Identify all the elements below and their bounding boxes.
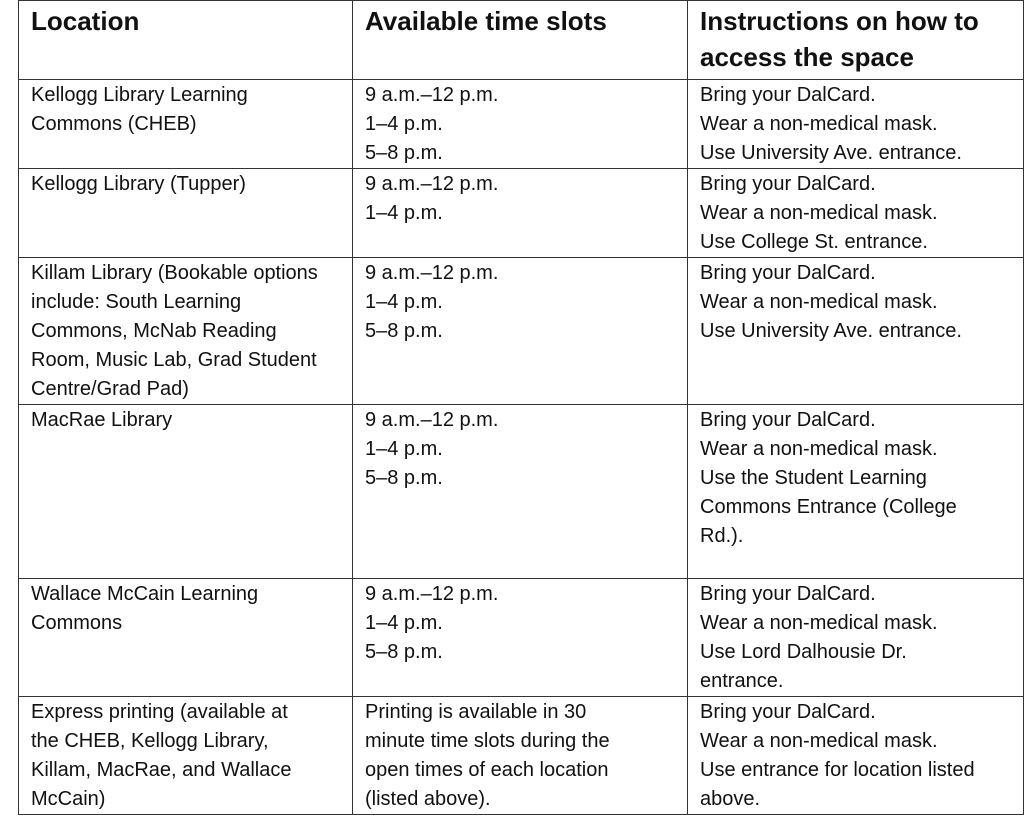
time-slot: 1–4 p.m. xyxy=(365,202,443,224)
cell-time-slots xyxy=(353,80,688,169)
instruction-line: Wear a non-medical mask. xyxy=(700,730,938,752)
table-row xyxy=(19,169,1024,258)
instruction-line: Rd.). xyxy=(700,525,744,547)
cell-location xyxy=(19,258,353,405)
location-line: MacRae Library xyxy=(31,409,173,431)
time-slot: minute time slots during the xyxy=(365,730,610,752)
instruction-line: Wear a non-medical mask. xyxy=(700,438,938,460)
instruction-line: Bring your DalCard. xyxy=(700,84,876,106)
location-line: Commons, McNab Reading xyxy=(31,320,277,342)
cell-location xyxy=(19,169,353,258)
table-row xyxy=(19,258,1024,405)
location-line: include: South Learning xyxy=(31,291,242,313)
instruction-line: Wear a non-medical mask. xyxy=(700,612,938,634)
header-location: Location xyxy=(19,1,353,80)
location-line: Kellogg Library Learning xyxy=(31,84,248,106)
table-row xyxy=(19,697,1024,815)
cell-location xyxy=(19,697,353,815)
cell-time-slots xyxy=(353,697,688,815)
time-slot: Printing is available in 30 xyxy=(365,701,587,723)
instruction-line: Wear a non-medical mask. xyxy=(700,291,938,313)
table-row xyxy=(19,579,1024,697)
location-line: Killam, MacRae, and Wallace xyxy=(31,759,292,781)
location-line: Commons (CHEB) xyxy=(31,113,197,135)
time-slot: 9 a.m.–12 p.m. xyxy=(365,409,499,431)
location-line: the CHEB, Kellogg Library, xyxy=(31,730,269,752)
instruction-line: Use the Student Learning xyxy=(700,467,927,489)
instruction-line: Commons Entrance (College xyxy=(700,496,957,518)
cell-time-slots xyxy=(353,258,688,405)
time-slot: 9 a.m.–12 p.m. xyxy=(365,84,499,106)
cell-time-slots xyxy=(353,405,688,579)
instruction-line: Use entrance for location listed xyxy=(700,759,975,781)
time-slot: 1–4 p.m. xyxy=(365,438,443,460)
cell-location xyxy=(19,80,353,169)
time-slot: 9 a.m.–12 p.m. xyxy=(365,173,499,195)
location-line: Express printing (available at xyxy=(31,701,288,723)
instruction-line: Use College St. entrance. xyxy=(700,231,928,253)
instruction-line: Use University Ave. entrance. xyxy=(700,320,962,342)
instruction-line: Wear a non-medical mask. xyxy=(700,113,938,135)
instruction-line: Bring your DalCard. xyxy=(700,583,876,605)
cell-instructions xyxy=(688,80,1024,169)
instruction-line: Bring your DalCard. xyxy=(700,701,876,723)
location-line: Wallace McCain Learning xyxy=(31,583,259,605)
cell-time-slots xyxy=(353,169,688,258)
cell-location xyxy=(19,405,353,579)
cell-instructions xyxy=(688,258,1024,405)
cell-instructions xyxy=(688,405,1024,579)
location-line: Kellogg Library (Tupper) xyxy=(31,173,246,195)
instruction-line: Use Lord Dalhousie Dr. xyxy=(700,641,907,663)
location-line: Commons xyxy=(31,612,123,634)
header-instructions: Instructions on how to access the space xyxy=(688,1,1024,80)
instruction-line: Bring your DalCard. xyxy=(700,262,876,284)
instruction-line: Bring your DalCard. xyxy=(700,173,876,195)
location-line: Killam Library (Bookable options xyxy=(31,262,318,284)
location-line: Centre/Grad Pad) xyxy=(31,378,189,400)
location-line: Room, Music Lab, Grad Student xyxy=(31,349,317,371)
time-slot: 9 a.m.–12 p.m. xyxy=(365,262,499,284)
time-slot: 9 a.m.–12 p.m. xyxy=(365,583,499,605)
table-row xyxy=(19,80,1024,169)
instruction-line: Bring your DalCard. xyxy=(700,409,876,431)
location-line: McCain) xyxy=(31,788,106,810)
time-slot: 5–8 p.m. xyxy=(365,142,443,164)
time-slot: 5–8 p.m. xyxy=(365,467,443,489)
header-time-slots: Available time slots xyxy=(353,1,688,80)
cell-instructions xyxy=(688,169,1024,258)
time-slot: (listed above). xyxy=(365,788,491,810)
library-access-table xyxy=(18,0,1024,815)
instruction-line: Wear a non-medical mask. xyxy=(700,202,938,224)
time-slot: 1–4 p.m. xyxy=(365,291,443,313)
time-slot: 5–8 p.m. xyxy=(365,320,443,342)
table-header-row xyxy=(19,1,1024,80)
cell-time-slots xyxy=(353,579,688,697)
time-slot: 5–8 p.m. xyxy=(365,641,443,663)
time-slot: 1–4 p.m. xyxy=(365,612,443,634)
instruction-line: Use University Ave. entrance. xyxy=(700,142,962,164)
table-row xyxy=(19,405,1024,579)
cell-instructions xyxy=(688,579,1024,697)
time-slot: 1–4 p.m. xyxy=(365,113,443,135)
instruction-line: above. xyxy=(700,788,761,810)
cell-location xyxy=(19,579,353,697)
cell-instructions xyxy=(688,697,1024,815)
instruction-line: entrance. xyxy=(700,670,784,692)
time-slot: open times of each location xyxy=(365,759,609,781)
